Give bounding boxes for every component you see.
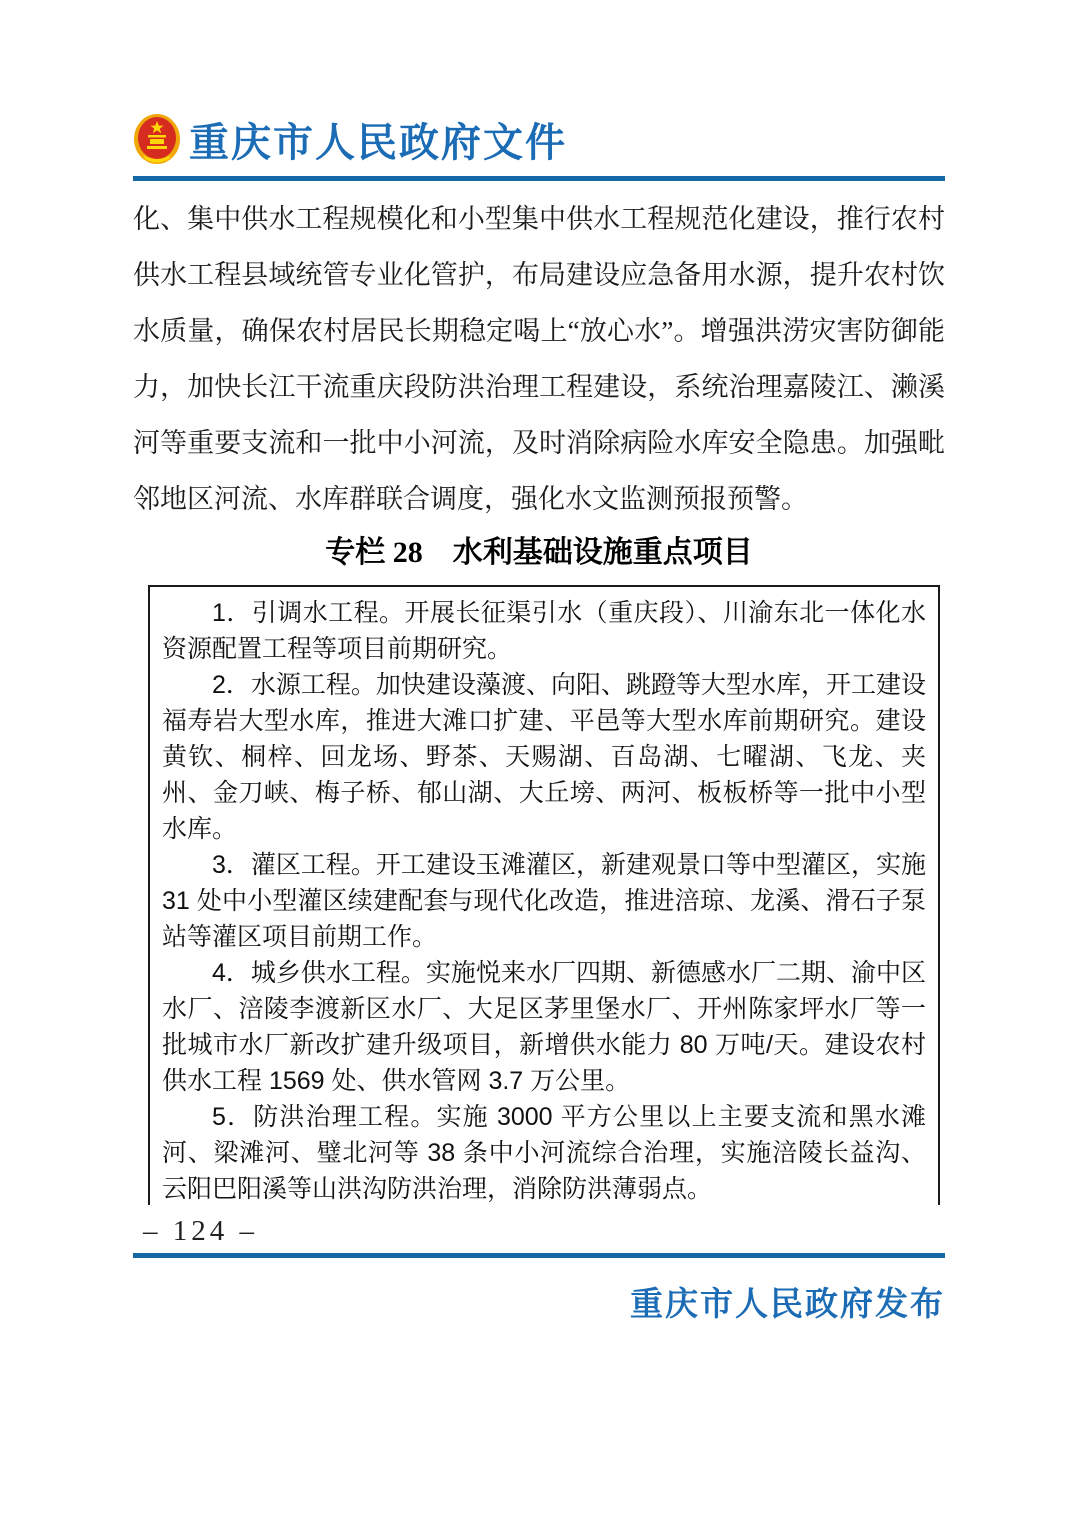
panel-title: 专栏 28 水利基础设施重点项目 (325, 536, 753, 569)
panel-item-irrigation: 3．灌区工程。开工建设玉滩灌区，新建观景口等中型灌区，实施 31 处中小型灌区续建配套与现代化改造，推进涪琼、龙溪、滑石子泵站等灌区项目前期工作。 (162, 851, 926, 951)
footer-divider (133, 1253, 945, 1258)
panel-item-water-diversion: 1．引调水工程。开展长征渠引水（重庆段）、川渝东北一体化水资源配置工程等项目前期研究。 (162, 599, 926, 663)
national-emblem-icon (133, 112, 181, 166)
header-divider (133, 176, 945, 181)
publisher-label: 重庆市人民政府发布 (630, 1287, 945, 1323)
document-header (133, 110, 945, 168)
page-number: – 124 – (143, 1215, 258, 1247)
key-projects-panel (148, 585, 940, 1205)
panel-item-water-source: 2．水源工程。加快建设藻渡、向阳、跳蹬等大型水库，开工建设福寿岩大型水库，推进大滩口扩建、平邑等大型水库前期研究。建设黄钦、桐梓、回龙场、野茶、天赐湖、百岛湖、七曜湖、飞龙、夹州、金刀峡、梅子桥、郁山湖、大丘塝、两河、板板桥等一批中小型水库。 (162, 671, 926, 843)
panel-item-flood-control: 5．防洪治理工程。实施 3000 平方公里以上主要支流和黑水滩河、梁滩河、璧北河等 38 条中小河流综合治理，实施涪陵长益沟、云阳巴阳溪等山洪沟防洪治理，消除防洪薄弱点。 (162, 1103, 926, 1203)
panel-item-urban-rural-supply: 4．城乡供水工程。实施悦来水厂四期、新德感水厂二期、渝中区水厂、涪陵李渡新区水厂、大足区茅里堡水厂、开州陈家坪水厂等一批城市水厂新改扩建升级项目，新增供水能力 80 万吨/天。建设农村供水工程 1569 处、供水管网 3.7 万公里。 (162, 959, 926, 1095)
body-paragraph: 化、集中供水工程规模化和小型集中供水工程规范化建设，推行农村供水工程县域统管专业化管护，布局建设应急备用水源，提升农村饮水质量，确保农村居民长期稳定喝上“放心水”。增强洪涝灾害防御能力，加快长江干流重庆段防洪治理工程建设，系统治理嘉陵江、濑溪河等重要支流和一批中小河流，及时消除病险水库安全隐患。加强毗邻地区河流、水库群联合调度，强化水文监测预报预警。 (133, 204, 945, 514)
document-title: 重庆市人民政府文件 (189, 119, 567, 165)
